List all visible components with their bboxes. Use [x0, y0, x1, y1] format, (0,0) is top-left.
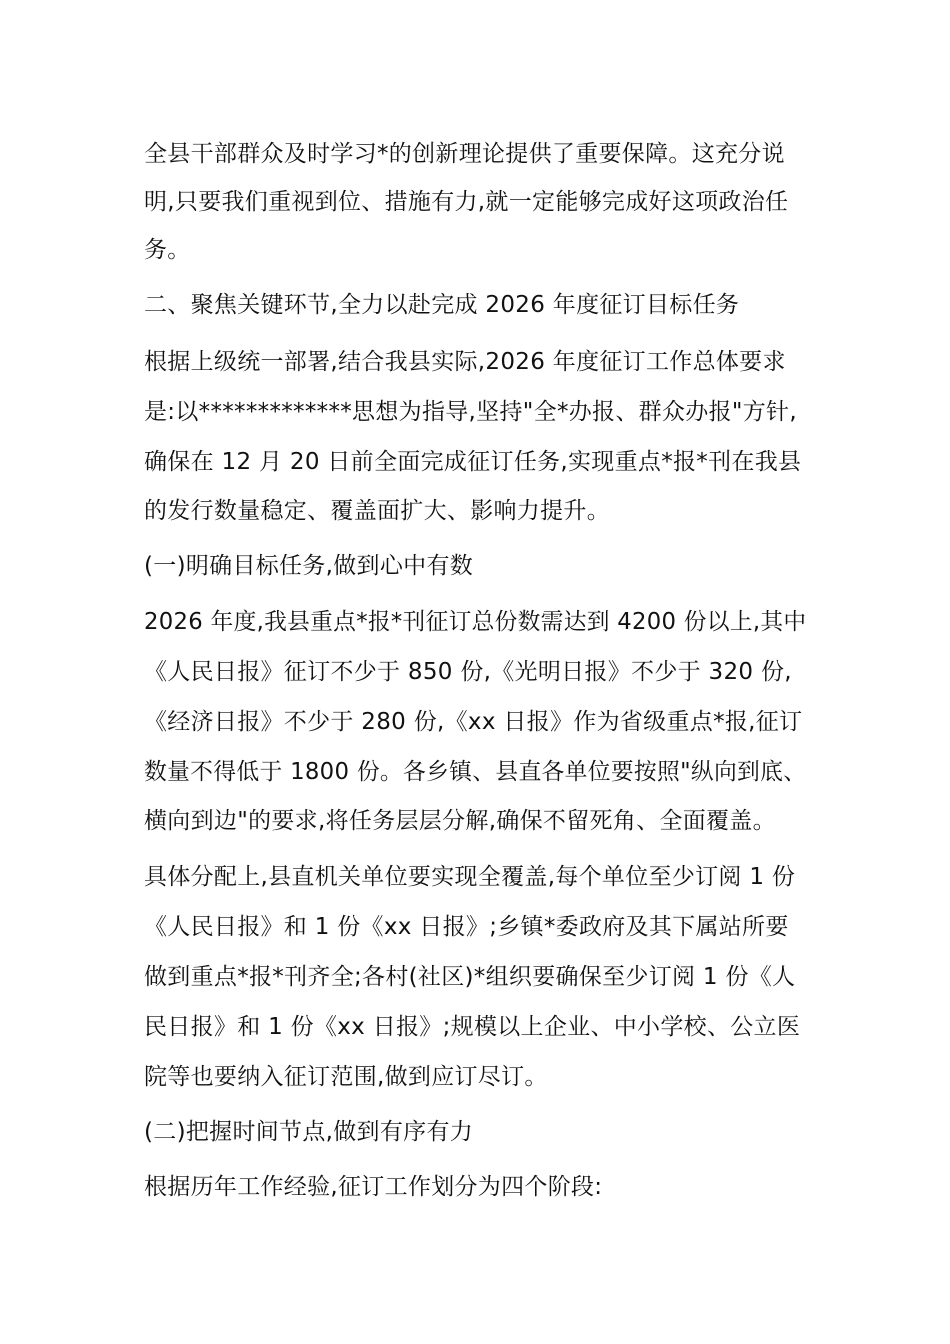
body-text-line: 《人民日报》和 1 份《xx 日报》;乡镇*委政府及其下属站所要	[144, 914, 789, 940]
body-text-line: 具体分配上,县直机关单位要实现全覆盖,每个单位至少订阅 1 份	[144, 864, 796, 890]
body-text-line: 明,只要我们重视到位、措施有力,就一定能够完成好这项政治任	[144, 189, 789, 215]
subsection-heading: (二)把握时间节点,做到有序有力	[144, 1119, 474, 1145]
body-text-line: 根据上级统一部署,结合我县实际,2026 年度征订工作总体要求	[144, 349, 786, 375]
body-text-line: 《经济日报》不少于 280 份,《xx 日报》作为省级重点*报,征订	[144, 709, 803, 735]
body-text-line: 院等也要纳入征订范围,做到应订尽订。	[144, 1064, 548, 1090]
body-text-line: 确保在 12 月 20 日前全面完成征订任务,实现重点*报*刊在我县	[144, 449, 802, 475]
body-text-line: 数量不得低于 1800 份。各乡镇、县直各单位要按照"纵向到底、	[144, 759, 807, 785]
body-text-line: 全县干部群众及时学习*的创新理论提供了重要保障。这充分说	[144, 141, 785, 167]
body-text-line: 务。	[144, 237, 191, 263]
body-text-line: 根据历年工作经验,征订工作划分为四个阶段:	[144, 1174, 603, 1200]
body-text-line: 横向到边"的要求,将任务层层分解,确保不留死角、全面覆盖。	[144, 808, 776, 834]
body-text-line: 是:以*************思想为指导,坚持"全*办报、群众办报"方针,	[144, 399, 797, 425]
subsection-heading: (一)明确目标任务,做到心中有数	[144, 553, 474, 579]
body-text-line: 2026 年度,我县重点*报*刊征订总份数需达到 4200 份以上,其中	[144, 609, 807, 635]
body-text-line: 《人民日报》征订不少于 850 份,《光明日报》不少于 320 份,	[144, 659, 792, 685]
section-heading: 二、聚焦关键环节,全力以赴完成 2026 年度征订目标任务	[144, 292, 740, 318]
body-text-line: 的发行数量稳定、覆盖面扩大、影响力提升。	[144, 498, 610, 524]
body-text-line: 做到重点*报*刊齐全;各村(社区)*组织要确保至少订阅 1 份《人	[144, 964, 796, 990]
body-text-line: 民日报》和 1 份《xx 日报》;规模以上企业、中小学校、公立医	[144, 1014, 801, 1040]
